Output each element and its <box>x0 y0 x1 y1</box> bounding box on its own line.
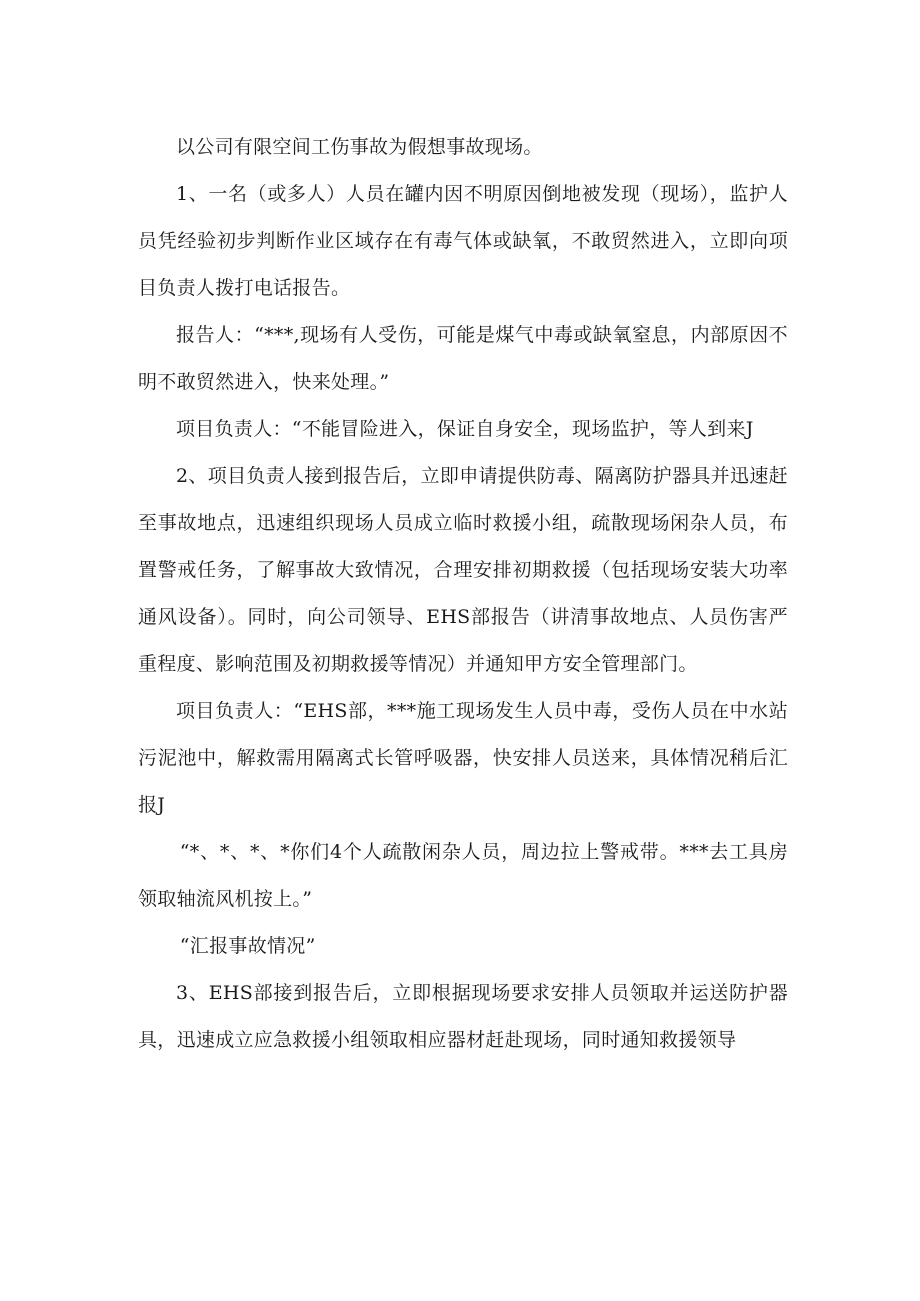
document-body <box>138 124 788 1064</box>
paragraph-manager-report: 项目负责人：“EHS部，***施工现场发生人员中毒，受伤人员在中水站污泥池中，解救需用隔离式长管呼吸器，快安排人员送来，具体情况稍后汇报J <box>138 700 788 816</box>
paragraph-instructions: “*、*、*、*你们4个人疏散闲杂人员，周边拉上警戒带。***去工具房领取轴流风机按上。” <box>138 841 788 910</box>
paragraph-report-situation: “汇报事故情况” <box>179 935 316 957</box>
paragraph-step-3: 3、EHS部接到报告后，立即根据现场要求安排人员领取并运送防护器具，迅速成立应急救援小组领取相应器材赶赴现场，同时通知救援领导 <box>138 982 788 1051</box>
paragraph-step-1: 1、一名（或多人）人员在罐内因不明原因倒地被发现（现场），监护人员凭经验初步判断作业区域存在有毒气体或缺氧，不敢贸然进入，立即向项目负责人拨打电话报告。 <box>138 183 788 299</box>
paragraph-manager-quote: 项目负责人：“不能冒险进入，保证自身安全，现场监护，等人到来J <box>176 418 754 440</box>
paragraph-reporter-quote: 报告人：“***,现场有人受伤，可能是煤气中毒或缺氧窒息，内部原因不明不敢贸然进入，快来处理。” <box>138 324 788 393</box>
paragraph-step-2: 2、项目负责人接到报告后，立即申请提供防毒、隔离防护器具并迅速赶至事故地点，迅速组织现场人员成立临时救援小组，疏散现场闲杂人员，布置警戒任务，了解事故大致情况，合理安排初期救援（包括现场安装大功率通风设备）。同时，向公司领导、EHS部报告（讲清事故地点、人员伤害严重程度、影响范围及初期救援等情况）并通知甲方安全管理部门。 <box>138 465 788 675</box>
paragraph-scenario: 以公司有限空间工伤事故为假想事故现场。 <box>176 136 543 158</box>
